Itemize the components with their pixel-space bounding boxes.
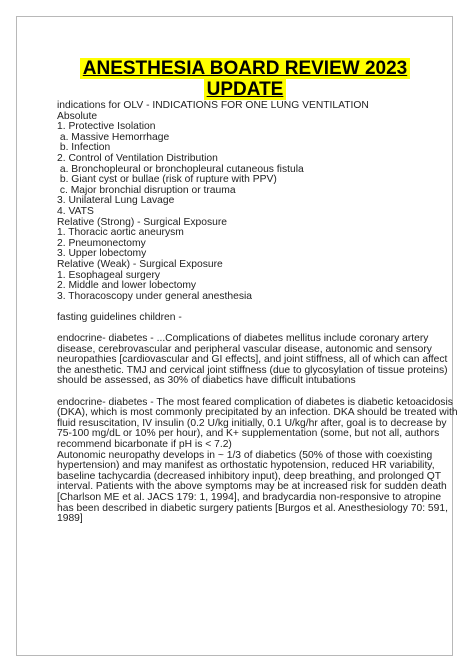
text-line: endocrine- diabetes - ...Complications of diabetes mellitus include coronary artery (57, 333, 429, 345)
text-line: endocrine- diabetes - The most feared complication of diabetes is diabetic ketoacidosis (57, 396, 453, 408)
text-line: (DKA), which is most commonly precipitated by an infection. DKA should be treated with (57, 407, 458, 419)
text-line: a. Bronchopleural or bronchopleural cutaneous fistula (57, 163, 304, 175)
document-title (60, 58, 430, 100)
text-line: baseline tachycardia (decreased inhibitory input), deep breathing, and prolonged QT (57, 470, 442, 482)
text-line: indications for OLV - INDICATIONS FOR ONE LUNG VENTILATION (57, 100, 369, 111)
text-line: 1989] (57, 513, 83, 525)
text-line: 3. Thoracoscopy under general anesthesia (57, 290, 253, 302)
text-line: Absolute (57, 110, 98, 122)
text-line: 2. Middle and lower lobectomy (57, 280, 197, 292)
title-line-2: UPDATE (204, 79, 287, 100)
text-line: Relative (Strong) - Surgical Exposure (57, 216, 227, 228)
text-line: [Charlson ME et al. JACS 179: 1, 1994], and bradycardia non-responsive to atropine (57, 491, 442, 503)
text-line: hypertension) and may manifest as orthostatic hypotension, reduced HR variability, (57, 460, 435, 472)
text-line: the anesthetic. TMJ and cervical joint stiffness (due to glycosylation of tissue proteins) (57, 364, 448, 376)
document-body (57, 100, 458, 525)
text-line: 4. VATS (57, 205, 94, 217)
text-line: c. Major bronchial disruption or trauma (57, 184, 236, 196)
text-line: 3. Upper lobectomy (57, 248, 147, 260)
text-line: 1. Thoracic aortic aneurysm (57, 227, 184, 239)
text-line: recommend bicarbonate if pH is < 7.2) (57, 439, 232, 450)
text-line: has been described in diabetic surgery patients [Burgos et al. Anesthesiology 70: 591, (57, 502, 448, 514)
text-line: 2. Control of Ventilation Distribution (57, 152, 218, 164)
text-line: a. Massive Hemorrhage (57, 131, 170, 143)
text-line: interval. Patients with the above symptoms may be at increased risk for sudden death (57, 481, 447, 493)
text-line: 1. Esophageal surgery (57, 269, 161, 281)
text-line: disease, cerebrovascular and peripheral vascular disease, autonomic and sensory (57, 343, 432, 355)
text-line: b. Giant cyst or bullae (risk of rupture with PPV) (57, 174, 277, 186)
text-line: Autonomic neuropathy develops in ~ 1/3 of diabetics (50% of those with coexisting (57, 449, 433, 461)
text-line: fluid resuscitation, IV insulin (0.2 U/kg initially, 0.1 U/kg/hr after, goal is to decrease by (57, 417, 447, 429)
text-line: Relative (Weak) - Surgical Exposure (57, 258, 223, 270)
title-line-1: ANESTHESIA BOARD REVIEW 2023 (80, 58, 410, 79)
text-line: fasting guidelines children - (57, 311, 182, 323)
text-line: 3. Unilateral Lung Lavage (57, 195, 175, 207)
text-line: should be assessed, as 30% of diabetics have difficult intubations (57, 375, 356, 387)
text-line: b. Infection (57, 142, 111, 154)
text-line: 2. Pneumonectomy (57, 237, 146, 249)
text-line: neuropathies [cardiovascular and GI effects], and joint stiffness, all of which can affect (57, 354, 448, 366)
text-line: 1. Protective Isolation (57, 121, 156, 133)
text-line: 75-100 mg/dL or 10% per hour), and K+ supplementation (some, but not all, authors (57, 428, 440, 440)
